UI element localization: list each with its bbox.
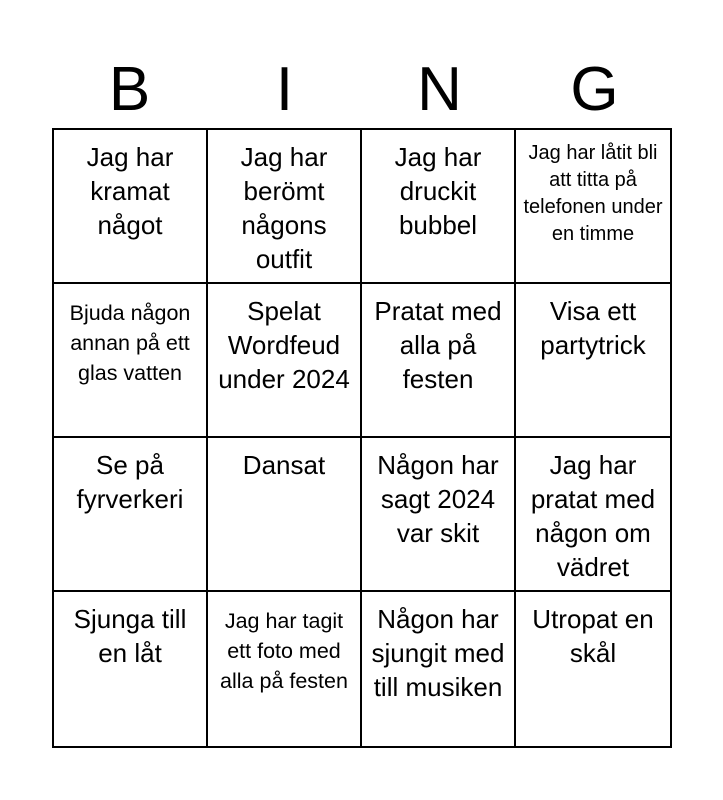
cell-text: Någon har sagt 2024 var skit — [377, 450, 499, 548]
bingo-cell[interactable] — [208, 284, 362, 438]
bingo-header — [52, 52, 672, 128]
cell-text: Visa ett partytrick — [540, 296, 646, 360]
bingo-cell[interactable] — [362, 284, 516, 438]
bingo-cell[interactable] — [54, 130, 208, 284]
bingo-cell[interactable] — [54, 592, 208, 746]
cell-text: Utropat en skål — [532, 604, 654, 668]
bingo-cell[interactable] — [54, 438, 208, 592]
header-letter-i: I — [275, 55, 294, 124]
bingo-cell[interactable] — [516, 130, 670, 284]
cell-text: Sjunga till en låt — [73, 604, 187, 668]
cell-text: Jag har kramat något — [86, 142, 174, 240]
bingo-cell[interactable] — [208, 592, 362, 746]
cell-text: Se på fyrverkeri — [76, 450, 184, 514]
cell-text: Jag har pratat med någon om vädret — [530, 450, 656, 582]
cell-text: Jag har tagit ett foto med alla på festen — [220, 609, 348, 693]
cell-text: Någon har sjungit med till musiken — [371, 604, 505, 702]
bingo-cell[interactable] — [516, 438, 670, 592]
cell-text: Jag har låtit bli att titta på telefonen under en timme — [523, 142, 663, 245]
bingo-cell[interactable] — [54, 284, 208, 438]
header-letter-g: G — [570, 55, 619, 124]
bingo-cell[interactable] — [516, 284, 670, 438]
bingo-cell[interactable] — [208, 438, 362, 592]
cell-text: Pratat med alla på festen — [374, 296, 502, 394]
bingo-board — [52, 128, 672, 748]
bingo-cell[interactable] — [362, 130, 516, 284]
bingo-cell[interactable] — [362, 592, 516, 746]
cell-text: Jag har druckit bubbel — [394, 142, 482, 240]
cell-text: Bjuda någon annan på ett glas vatten — [69, 301, 191, 385]
header-letter-n: N — [417, 55, 462, 124]
bingo-cell[interactable] — [516, 592, 670, 746]
cell-text: Jag har berömt någons outfit — [240, 142, 328, 274]
bingo-cell[interactable] — [208, 130, 362, 284]
bingo-cell[interactable] — [362, 438, 516, 592]
cell-text: Dansat — [242, 450, 326, 480]
cell-text: Spelat Wordfeud under 2024 — [218, 296, 350, 394]
header-letter-b: B — [108, 55, 151, 124]
